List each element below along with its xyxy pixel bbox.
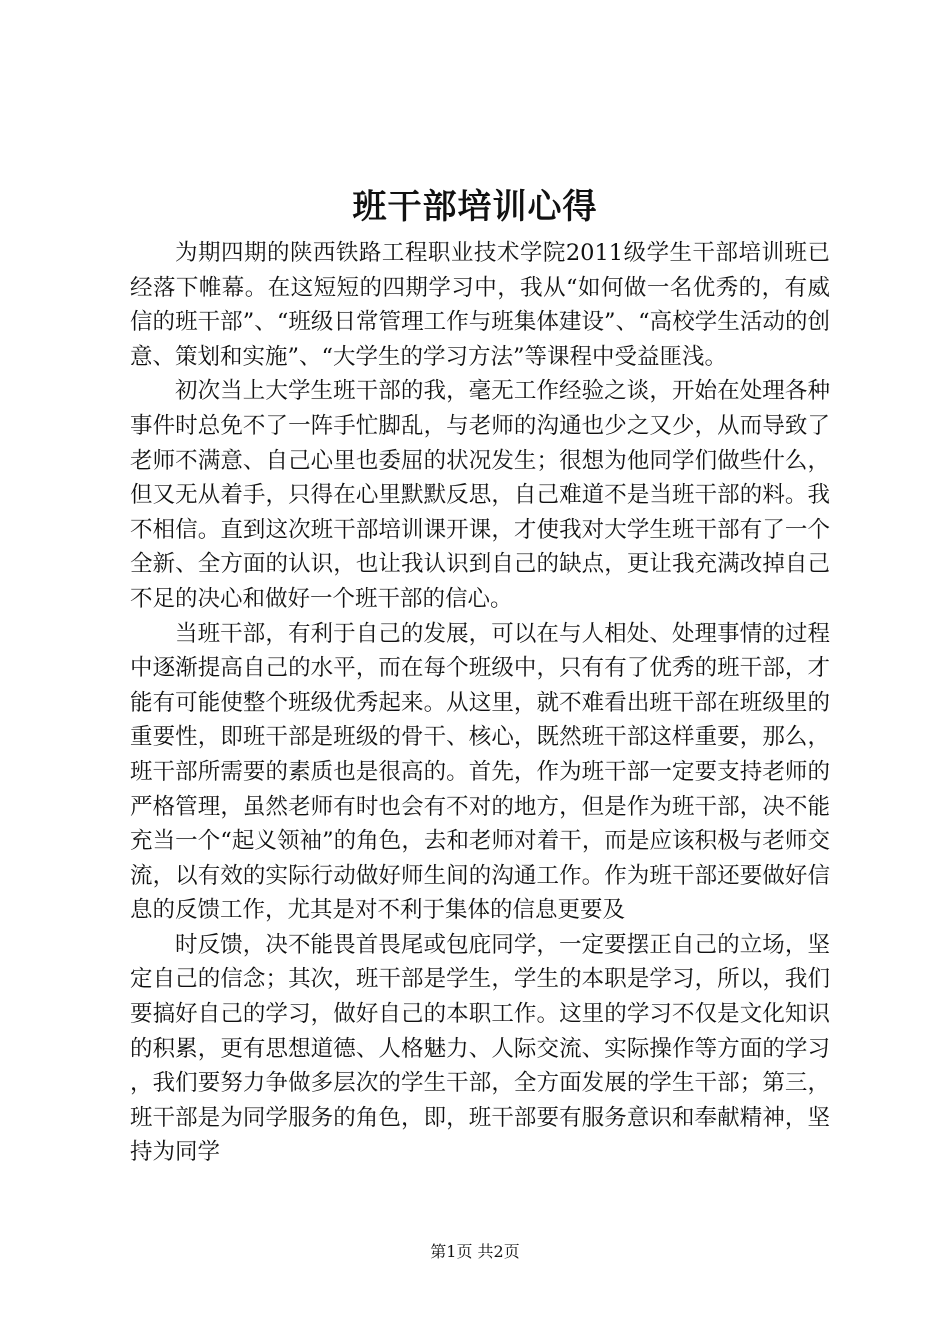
document-body <box>130 236 830 1170</box>
paragraph-1: 为期四期的陕西铁路工程职业技术学院2011级学生干部培训班已经落下帷幕。在这短短的四期学习中，我从“如何做一名优秀的，有威信的班干部”、“班级日常管理工作与班集体建设”、“高校学生活动的创意、策划和实施”、“大学生的学习方法”等课程中受益匪浅。 <box>130 240 830 370</box>
document-title: 班干部培训心得 <box>352 187 598 227</box>
paragraph-3: 当班干部，有利于自己的发展，可以在与人相处、处理事情的过程中逐渐提高自己的水平，而在每个班级中，只有有了优秀的班干部，才能有可能使整个班级优秀起来。从这里，就不难看出班干部在班级里的重要性，即班干部是班级的骨干、核心，既然班干部这样重要，那么，班干部所需要的素质也是很高的。首先，作为班干部一定要支持老师的严格管理，虽然老师有时也会有不对的地方，但是作为班干部，决不能充当一个“起义领袖”的角色，去和老师对着干，而是应该积极与老师交流，以有效的实际行动做好师生间的沟通工作。作为班干部还要做好信息的反馈工作，尤其是对不利于集体的信息更要及 <box>130 620 830 924</box>
page-footer: 第1页 共2页 <box>430 1242 520 1261</box>
paragraph-4: 时反馈，决不能畏首畏尾或包庇同学，一定要摆正自己的立场，坚定自己的信念；其次，班干部是学生，学生的本职是学习，所以，我们要搞好自己的学习，做好自己的本职工作。这里的学习不仅是文化知识的积累，更有思想道德、人格魅力、人际交流、实际操作等方面的学习，我们要努力争做多层次的学生干部，全方面发展的学生干部；第三，班干部是为同学服务的角色，即，班干部要有服务意识和奉献精神，坚持为同学 <box>130 931 830 1166</box>
paragraph-2: 初次当上大学生班干部的我，毫无工作经验之谈，开始在处理各种事件时总免不了一阵手忙脚乱，与老师的沟通也少之又少，从而导致了老师不满意、自己心里也委屈的状况发生；很想为他同学们做些什么，但又无从着手，只得在心里默默反思，自己难道不是当班干部的料。我不相信。直到这次班干部培训课开课，才使我对大学生班干部有了一个全新、全方面的认识，也让我认识到自己的缺点，更让我充满改掉自己不足的决心和做好一个班干部的信心。 <box>130 378 830 612</box>
